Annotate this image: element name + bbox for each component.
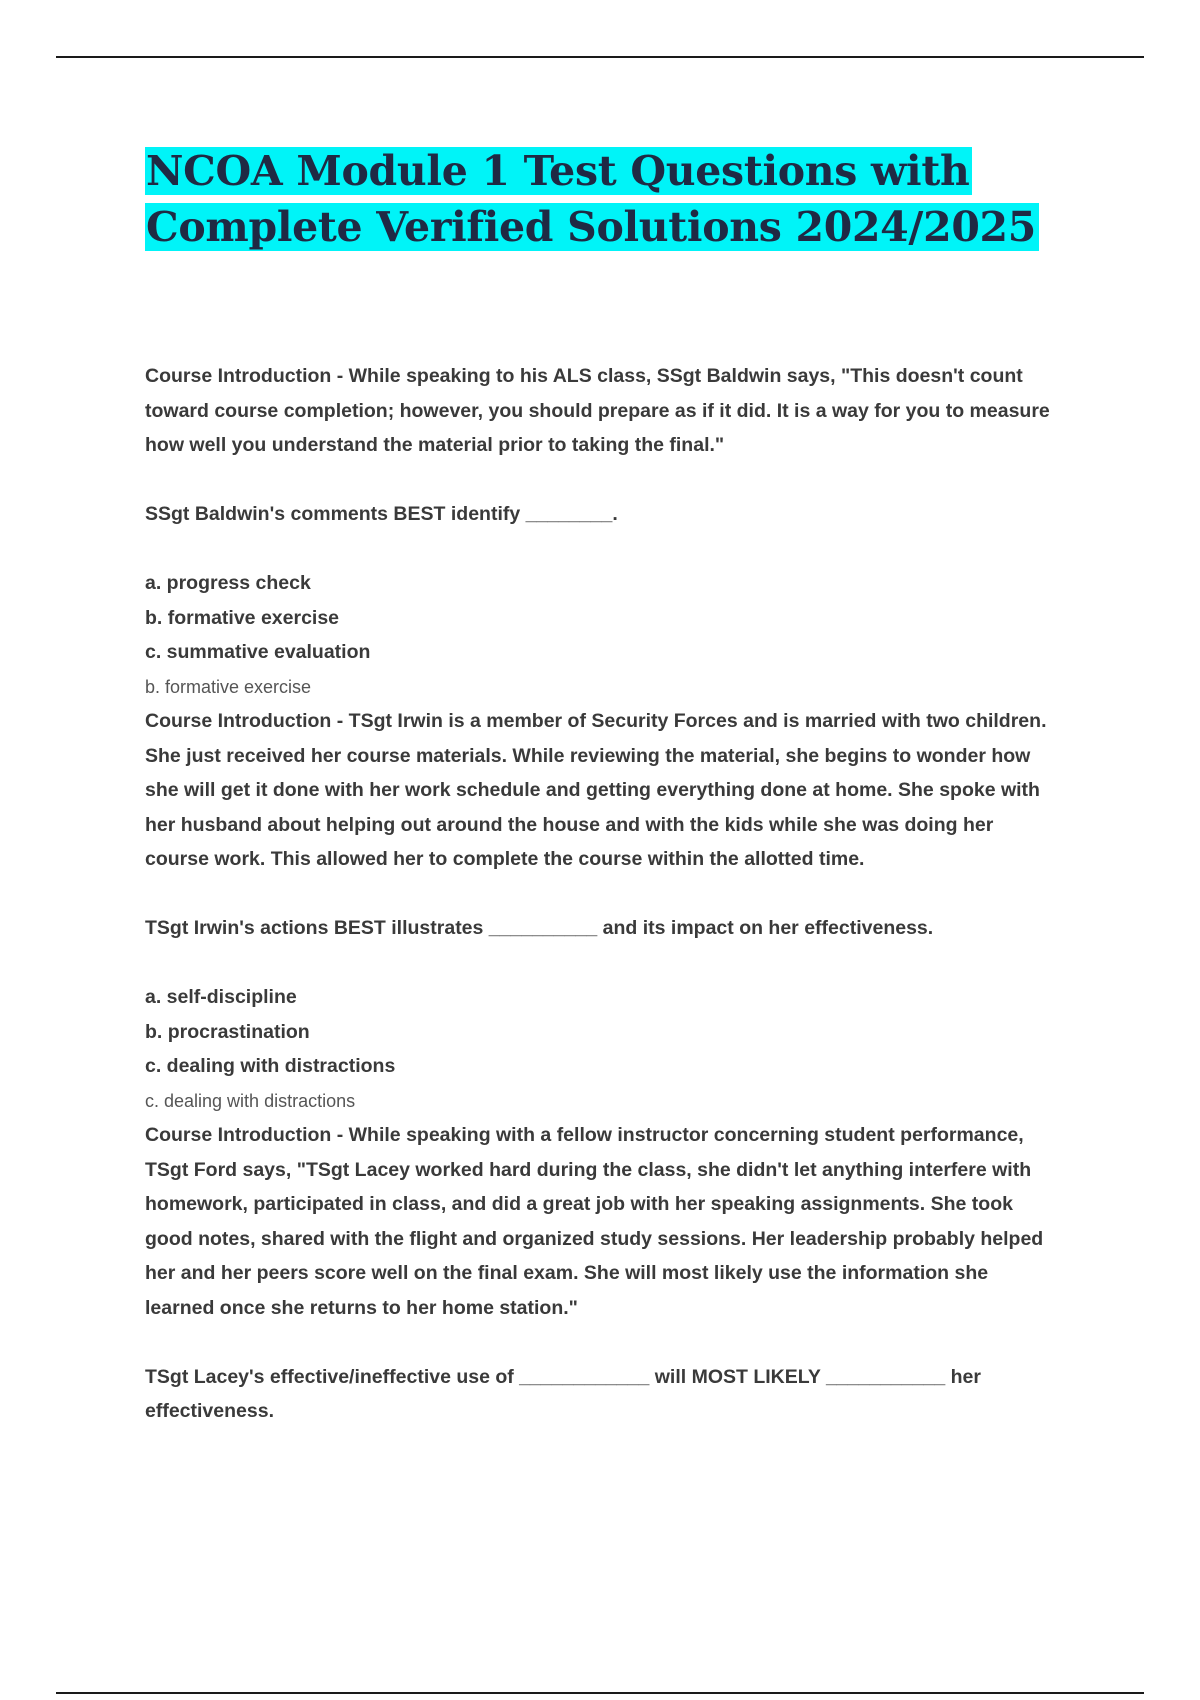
question-3-scenario-line: Course Introduction - While speaking with a fellow instructor concerning student performance, (145, 1124, 1024, 1146)
question-1 (145, 359, 1095, 704)
question-3 (145, 1118, 1095, 1429)
question-3-scenario-line: TSgt Ford says, "TSgt Lacey worked hard during the class, she didn't let anything interfere with (145, 1158, 1032, 1181)
spacer (145, 463, 1095, 498)
question-1-option-b: b. formative exercise (145, 606, 340, 629)
question-1-answer: b. formative exercise (145, 676, 312, 697)
question-1-option-a: a. progress check (145, 572, 311, 594)
question-1-option-c: c. summative evaluation (145, 641, 371, 663)
spacer (145, 1325, 1095, 1360)
question-2-scenario-line: Course Introduction - TSgt Irwin is a member of Security Forces and is married with two children. (145, 710, 1047, 732)
question-2 (145, 704, 1095, 1118)
question-2-scenario-line: course work. This allowed her to complete the course within the allotted time. (145, 848, 865, 870)
question-3-scenario-line: homework, participated in class, and did a great job with her speaking assignments. She took (145, 1193, 1013, 1215)
question-2-option-b: b. procrastination (145, 1020, 310, 1043)
question-3-scenario-line: learned once she returns to her home station." (145, 1296, 578, 1319)
title-line: NCOA Module 1 Test Questions with (145, 147, 972, 195)
question-3-scenario-line: her and her peers score well on the final exam. She will most likely use the information she (145, 1262, 989, 1284)
document-body (145, 359, 1095, 1429)
top-rule (56, 56, 1144, 58)
title-line: Complete Verified Solutions 2024/2025 (145, 203, 1039, 251)
spacer (145, 532, 1095, 567)
question-2-option-c: c. dealing with distractions (145, 1055, 396, 1077)
question-2-scenario-line: she will get it done with her work schedule and getting everything done at home. She spoke with (145, 779, 1040, 801)
question-2-scenario-line: She just received her course materials. While reviewing the material, she begins to wonder how (145, 744, 1031, 767)
question-1-scenario-line: how well you understand the material prior to taking the final." (145, 434, 725, 456)
question-3-prompt: TSgt Lacey's effective/ineffective use of ____________ will MOST LIKELY ___________ her (145, 1365, 981, 1388)
question-3-prompt: effectiveness. (145, 1400, 274, 1422)
bottom-rule (56, 1692, 1144, 1694)
question-2-option-a: a. self-discipline (145, 986, 297, 1008)
question-2-scenario-line: her husband about helping out around the house and with the kids while she was doing her (145, 813, 994, 836)
question-1-scenario-line: Course Introduction - While speaking to his ALS class, SSgt Baldwin says, "This doesn't count (145, 365, 1023, 387)
question-2-prompt: TSgt Irwin's actions BEST illustrates __________ and its impact on her effectiveness. (145, 917, 934, 939)
question-1-scenario-line: toward course completion; however, you should prepare as if it did. It is a way for you to measure (145, 399, 1050, 422)
spacer (145, 946, 1095, 981)
document-title (145, 143, 1039, 255)
question-3-scenario-line: good notes, shared with the flight and organized study sessions. Her leadership probably helped (145, 1227, 1044, 1250)
question-2-answer: c. dealing with distractions (145, 1090, 356, 1111)
spacer (145, 877, 1095, 912)
question-1-prompt: SSgt Baldwin's comments BEST identify ________. (145, 503, 618, 525)
